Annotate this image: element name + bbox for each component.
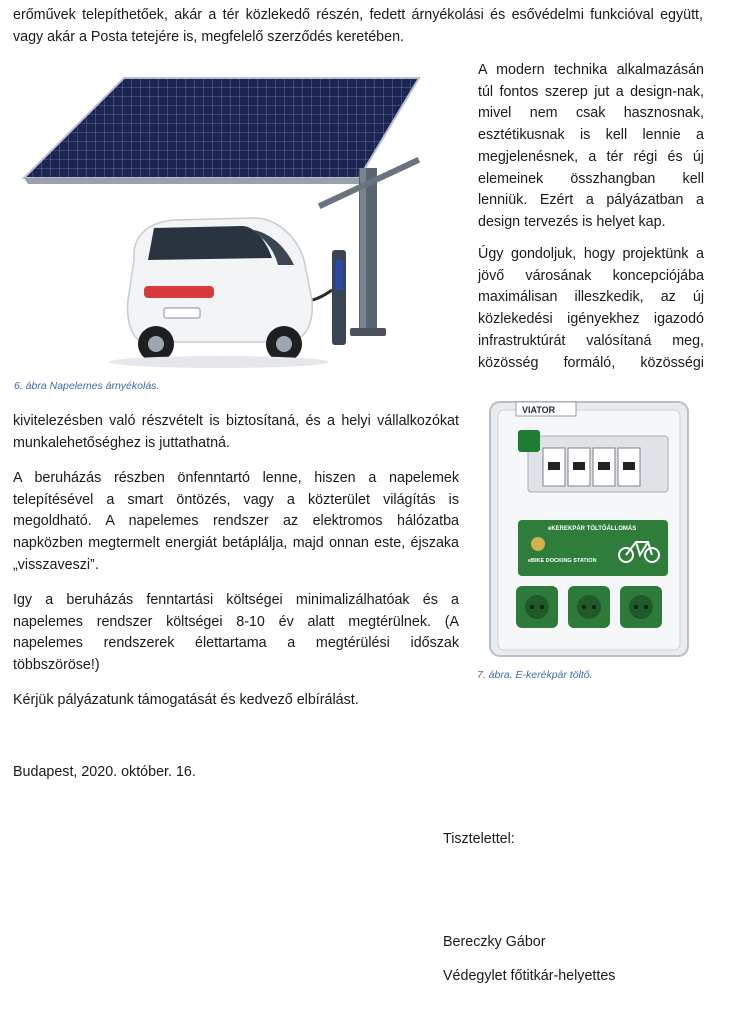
place-date: Budapest, 2020. október. 16. — [13, 764, 196, 780]
socket-icon — [620, 586, 662, 628]
ebike-charger-image — [488, 400, 690, 658]
project-paragraph: Úgy gondoljuk, hogy projektünk a jövő városának koncepciójába maximálisan illeszkedik, az új közlekedési igényekhez igazodó infrastruktúrát valósítaná meg, közösség formáló, közösségi — [478, 246, 704, 371]
signatory-name: Bereczky Gábor — [443, 934, 546, 950]
charger-brand: VIATOR — [522, 405, 556, 415]
socket-icon — [516, 586, 558, 628]
charger-title: eKEREKPÁR TÖLTŐÁLLOMÁS — [548, 526, 637, 532]
solar-panel — [24, 78, 419, 178]
design-paragraph: A modern technika alkalmazásán túl fontos szerep jut a design-nak, mivel nem csak hasznosnak, esztétikusnak is kell lennie a megjelenésnek, a tér régi és új elemeinek összhangban kell lenniük. Ezért a pályázatban a design tervezés is helyet kap. — [478, 62, 704, 230]
socket-icon — [568, 586, 610, 628]
greeting: Tisztelettel: — [443, 831, 515, 847]
solar-carport-image — [14, 60, 424, 372]
charger-station-text: eBIKE DOCKING STATION — [528, 558, 597, 564]
investment-paragraph: A beruházás részben önfenntartó lenne, hiszen a napelemek telepítésével a smart öntözés, vagy a közterület világítás is megoldható. A napelemes rendszer az elektromos hálózatba napközben megtermelt energiát betáplálja, majd onnan este, éjszaka „visszaveszi”. — [13, 470, 459, 573]
signatory-title: Védegylet főtitkár-helyettes — [443, 968, 616, 984]
figure-6-caption: 6. ábra Napelemes árnyékolás. — [14, 380, 160, 392]
request-paragraph: Kérjük pályázatunk támogatását és kedvező elbírálást. — [13, 692, 359, 708]
top-paragraph: erőművek telepíthetőek, akár a tér közlekedő részén, fedett árnyékolási és esővédelmi funkcióval együtt, vagy akár a Posta tetejére is, megfelelő szerződés keretében. — [13, 7, 703, 45]
costs-paragraph: Igy a beruházás fenntartási költségei minimalizálhatóak és a napelemes rendszer költségei 8-10 év alatt megtérülnek. (A napelemes rendszerek élettartama a megtérülési időszak többszöröse!) — [13, 592, 459, 674]
figure-7-caption: 7. ábra. E-kerékpár töltő. — [477, 669, 593, 681]
continuation-paragraph: kivitelezésben való részvételt is biztosítaná, és a helyi vállalkozókat munkalehetőséghez is juttathatná. — [13, 413, 459, 451]
